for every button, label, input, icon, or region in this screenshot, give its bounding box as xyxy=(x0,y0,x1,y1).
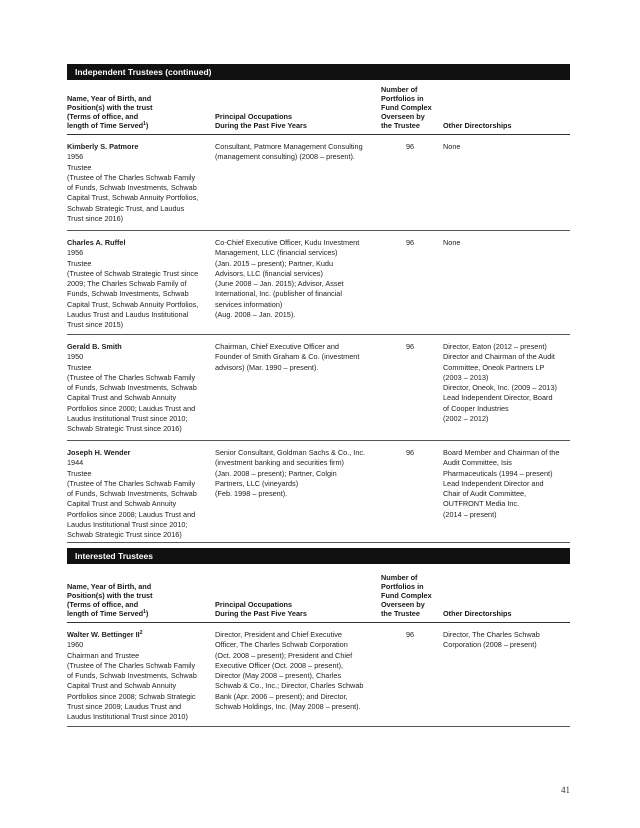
principal-occupations: Consultant, Patmore Management Consulting (management consulting) (2008 – present). xyxy=(215,142,363,162)
trustee-info: Joseph H. Wender 1944 Trustee (Trustee of The Charles Schwab Family of Funds, Schwab Investments, Schwab Capital Trust and Schwab Annuity Portfolios since 2008; Laudus Trust and Laudus Institutional Trust since 2010; Schwab Strategic Trust since 2016) xyxy=(67,448,212,541)
portfolios-count: 96 xyxy=(405,630,415,639)
trustee-name: Gerald B. Smith xyxy=(67,342,122,351)
portfolios-count: 96 xyxy=(405,142,415,151)
table-row xyxy=(67,334,570,441)
page-number: 41 xyxy=(561,785,570,795)
trustee-info: Gerald B. Smith 1950 Trustee (Trustee of The Charles Schwab Family of Funds, Schwab Investments, Schwab Capital Trust and Schwab Annuity Portfolios since 2000; Laudus Trust and Laudus Institutional Trust since 2010; Schwab Strategic Trust since 2016) xyxy=(67,342,212,435)
header-occupations-column: Principal Occupations During the Past Five Years xyxy=(215,600,307,619)
other-directorships: None xyxy=(443,238,461,247)
trustee-info: Walter W. Bettinger $II^2$ 1960 Chairman and Trustee (Trustee of The Charles Schwab Family of Funds, Schwab Investments, Schwab Capital Trust and Schwab Annuity Portfolios since 2008; Schwab Strategic Trust since 2009; Laudus Trust and Laudus Institutional Trust since 2010) xyxy=(67,630,212,723)
table-row xyxy=(67,622,570,727)
other-directorships: Director, Eaton (2012 – present) Director and Chairman of the Audit Committee, Oneok Partners LP (2003 – 2013) Director, Oneok, Inc. (2009 – 2013) Lead Independent Director, Board of Cooper Industries (2002 – 2012) xyxy=(443,342,557,424)
trustee-info: Charles A. Ruffel 1956 Trustee (Trustee of Schwab Strategic Trust since 2009; The Charles Schwab Family of Funds, Schwab Investments, Schwab Capital Trust, Schwab Annuity Portfolios, Laudus Trust and Laudus Institutional Trust since 2015) xyxy=(67,238,212,331)
other-directorships: Board Member and Chairman of the Audit Committee, Isis Pharmaceuticals (1994 – present) Lead Independent Director and Chair of Audit Committee, OUTFRONT Media Inc. (2014 – present) xyxy=(443,448,560,519)
table-row xyxy=(67,440,570,543)
principal-occupations: Chairman, Chief Executive Officer and Founder of Smith Graham & Co. (investment advisors) (Mar. 1990 – present). xyxy=(215,342,360,372)
header-name-column: Name, Year of Birth, and Position(s) with the trust (Terms of office, and length of Time Served$^1$) xyxy=(67,582,153,619)
section-title: Interested Trustees xyxy=(67,548,570,564)
section-title: Independent Trustees (continued) xyxy=(67,64,570,80)
other-directorships: None xyxy=(443,142,461,151)
header-directorships-column: Other Directorships xyxy=(443,609,512,619)
trustee-name: Walter W. Bettinger $II^2$ xyxy=(67,630,143,639)
table-header xyxy=(67,82,570,135)
header-occupations-column: Principal Occupations During the Past Five Years xyxy=(215,112,307,131)
trustee-name: Kimberly S. Patmore xyxy=(67,142,139,151)
header-name-column: Name, Year of Birth, and Position(s) with the trust (Terms of office, and length of Time Served$^1$) xyxy=(67,94,153,131)
table-row xyxy=(67,134,570,231)
principal-occupations: Co-Chief Executive Officer, Kudu Investment Management, LLC (financial services) (Jan. 2015 – present); Partner, Kudu Advisors, LLC (financial services) (June 2008 – Jan. 2015); Advisor, Asset International, Inc. (publisher of financial services information) (Aug. 2008 – Jan. 2015). xyxy=(215,238,360,320)
table-header xyxy=(67,566,570,623)
header-directorships-column: Other Directorships xyxy=(443,121,512,131)
portfolios-count: 96 xyxy=(405,238,415,247)
trustee-name: Joseph H. Wender xyxy=(67,448,131,457)
table-row xyxy=(67,230,570,335)
trustee-info: Kimberly S. Patmore 1956 Trustee (Trustee of The Charles Schwab Family of Funds, Schwab Investments, Schwab Capital Trust, Schwab Annuity Portfolios, Schwab Strategic Trust, and Laudus Trust since 2016) xyxy=(67,142,212,224)
header-portfolios-column: Number of Portfolios in Fund Complex Overseen by the Trustee xyxy=(381,573,432,619)
portfolios-count: 96 xyxy=(405,448,415,457)
principal-occupations: Senior Consultant, Goldman Sachs & Co., Inc. (investment banking and securities firm) (Jan. 2008 – present); Partner, Colgin Partners, LLC (vineyards) (Feb. 1998 – present). xyxy=(215,448,366,499)
other-directorships: Director, The Charles Schwab Corporation (2008 – present) xyxy=(443,630,540,650)
trustee-name: Charles A. Ruffel xyxy=(67,238,126,247)
portfolios-count: 96 xyxy=(405,342,415,351)
header-portfolios-column: Number of Portfolios in Fund Complex Overseen by the Trustee xyxy=(381,85,432,131)
principal-occupations: Director, President and Chief Executive Officer, The Charles Schwab Corporation (Oct. 2008 – present); President and Chief Executive Officer (Oct. 2008 – present), Director (May 2008 – present), Charles Schwab & Co., Inc.; Director, Charles Schwab Bank (Apr. 2006 – present); and Director, Schwab Holdings, Inc. (May 2008 – present). xyxy=(215,630,364,712)
